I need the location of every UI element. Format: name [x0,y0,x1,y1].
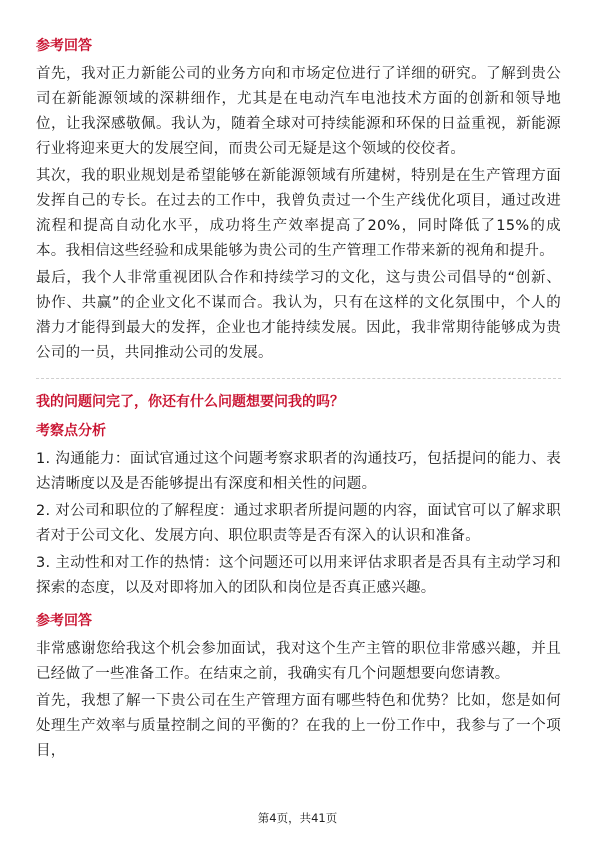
answer-paragraph: 最后，我个人非常重视团队合作和持续学习的文化，这与贵公司倡导的“创新、协作、共赢”的企业文化不谋而合。我认为，只有在这样的文化氛围中，个人的潜力才能得到最大的发挥，企业也才能持续发展。因此，我非常期待能够成为贵公司的一员，共同推动公司的发展。 [36,270,561,361]
analysis-item: 3. 主动性和对工作的热情：这个问题还可以用来评估求职者是否具有主动学习和探索的态度，以及对即将加入的团队和岗位是否真正感兴趣。 [36,555,561,596]
interview-question: 我的问题问完了，你还有什么问题想要问我的吗？ [36,394,344,410]
page-content [36,36,561,766]
answer-paragraph: 非常感谢您给我这个机会参加面试，我对这个生产主管的职位非常感兴趣，并且已经做了一些准备工作。在结束之前，我确实有几个问题想要向您请教。 [36,641,561,682]
analysis-item: 2. 对公司和职位的了解程度：通过求职者所提问题的内容，面试官可以了解求职者对于公司文化、发展方向、职位职责等是否有深入的认识和准备。 [36,503,561,544]
reference-answer-label: 参考回答 [36,38,92,54]
analysis-label: 考察点分析 [36,423,106,439]
reference-answer-label: 参考回答 [36,613,92,629]
answer-paragraph: 首先，我对正力新能公司的业务方向和市场定位进行了详细的研究。了解到贵公司在新能源领域的深耕细作，尤其是在电动汽车电池技术方面的创新和领导地位，让我深感敬佩。我认为，随着全球对可持续能源和环保的日益重视，新能源行业将迎来更大的发展空间，而贵公司无疑是这个领域的佼佼者。 [36,66,561,157]
section-divider [36,378,561,379]
analysis-item: 1. 沟通能力：面试官通过这个问题考察求职者的沟通技巧，包括提问的能力、表达清晰度以及是否能够提出有深度和相关性的问题。 [36,451,561,492]
answer-paragraph: 首先，我想了解一下贵公司在生产管理方面有哪些特色和优势？比如，您是如何处理生产效率与质量控制之间的平衡的？在我的上一份工作中，我参与了一个项目， [36,693,561,759]
page-number-footer: 第4页，共41页 [257,811,338,825]
answer-paragraph: 其次，我的职业规划是希望能够在新能源领域有所建树，特别是在生产管理方面发挥自己的专长。在过去的工作中，我曾负责过一个生产线优化项目，通过改进流程和提高自动化水平，成功将生产效率提高了20%，同时降低了15%的成本。我相信这些经验和成果能够为贵公司的生产管理工作带来新的视角和提升。 [36,168,561,259]
